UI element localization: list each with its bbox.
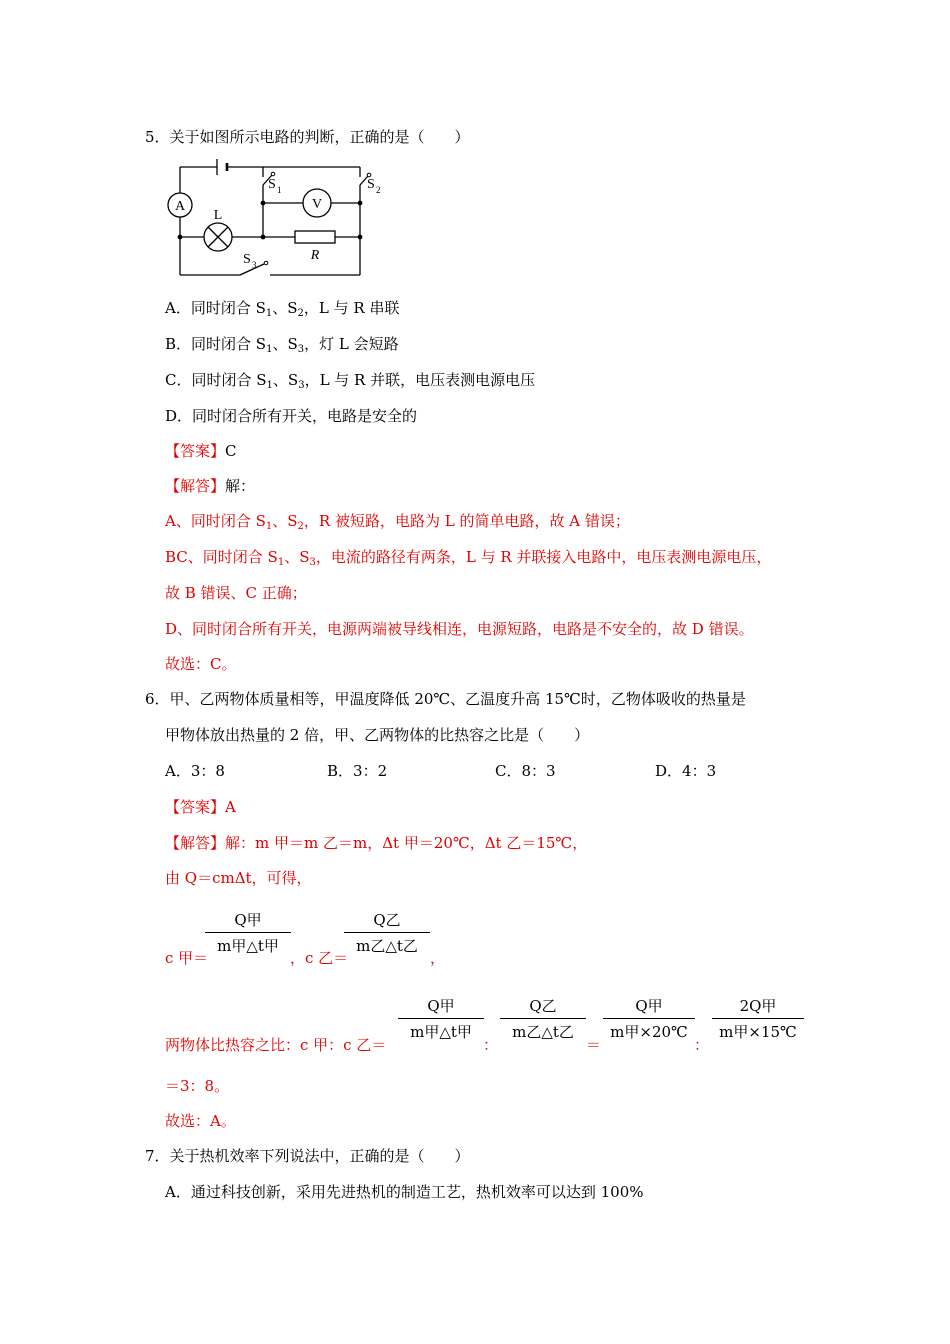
svg-text:A: A — [174, 199, 186, 214]
q5-explanation-1: A、同时闭合 $S_1$、$S_2$，R 被短路，电路为 L 的简单电路，故 A 错误； — [165, 512, 630, 532]
q5-answer: 【答案】C — [165, 442, 237, 460]
frac-numerator: Q乙 — [529, 997, 557, 1015]
q5-analysis-heading: 【解答】解： — [165, 477, 256, 495]
q5-option-c: C．同时闭合 $S_1$、$S_3$，L 与 R 并联，电压表测电源电压 — [165, 371, 536, 391]
q6-frac-ratio-3 — [603, 996, 695, 1042]
q7-stem: 7．关于热机效率下列说法中，正确的是（ ） — [145, 1147, 470, 1165]
svg-text:S: S — [243, 252, 251, 267]
frac-denominator: m乙△t乙 — [512, 1023, 574, 1041]
q6-analysis-line1: 【解答】解：m 甲＝m 乙＝m，Δt 甲＝20℃，Δt 乙＝15℃， — [165, 834, 588, 852]
q6-option-d: D．4：3 — [655, 762, 717, 780]
q6-option-c: C．8：3 — [495, 762, 556, 780]
frac-numerator: 2Q甲 — [739, 997, 777, 1015]
svg-text:V: V — [311, 197, 323, 212]
q5-choose: 故选：C。 — [165, 655, 237, 673]
q6-choose: 故选：A。 — [165, 1112, 236, 1130]
svg-text:1: 1 — [277, 185, 282, 195]
q6-colon-1: ： — [483, 1036, 499, 1054]
q6-c-jia-lhs: c 甲＝ — [165, 949, 209, 967]
q6-stem-line1: 6．甲、乙两物体质量相等，甲温度降低 20℃、乙温度升高 15℃时，乙物体吸收的热量是 — [145, 690, 746, 708]
resistor-symbol — [295, 231, 335, 243]
q5-option-d: D．同时闭合所有开关，电路是安全的 — [165, 407, 418, 425]
frac-numerator: Q乙 — [373, 911, 401, 929]
q6-equals: ＝ — [586, 1036, 602, 1054]
svg-text:R: R — [310, 248, 320, 263]
q6-frac-ratio-4 — [712, 996, 804, 1042]
q6-frac-c-jia — [205, 910, 291, 956]
q6-c-yi-lhs: ，c 乙＝ — [290, 949, 349, 967]
q7-option-a: A．通过科技创新，采用先进热机的制造工艺，热机效率可以达到 100% — [165, 1183, 644, 1201]
frac-numerator: Q甲 — [234, 911, 262, 929]
q6-comma: ， — [430, 949, 446, 967]
q6-frac-ratio-2 — [500, 996, 586, 1042]
svg-text:S: S — [268, 177, 276, 192]
q6-frac-c-yi — [344, 910, 430, 956]
q5-option-a: A．同时闭合 $S_1$、$S_2$，L 与 R 串联 — [165, 299, 400, 319]
frac-denominator: m乙△t乙 — [356, 937, 418, 955]
q6-answer: 【答案】A — [165, 798, 236, 816]
q5-explanation-3: 故 B 错误、C 正确； — [165, 584, 307, 602]
frac-numerator: Q甲 — [427, 997, 455, 1015]
q6-result: ＝3：8。 — [165, 1077, 230, 1095]
frac-denominator: m甲×15℃ — [719, 1023, 797, 1041]
svg-text:S: S — [367, 177, 375, 192]
q6-colon-2: ： — [694, 1036, 710, 1054]
q6-frac-ratio-1 — [398, 996, 484, 1042]
q5-explanation-4: D、同时闭合所有开关，电源两端被导线相连，电源短路，电路是不安全的，故 D 错误。 — [165, 620, 754, 638]
circuit-diagram — [160, 155, 381, 280]
q6-stem-line2: 甲物体放出热量的 2 倍，甲、乙两物体的比热容之比是（ ） — [165, 726, 590, 744]
q5-option-b: B．同时闭合 $S_1$、$S_3$，灯 L 会短路 — [165, 335, 399, 355]
frac-numerator: Q甲 — [635, 997, 663, 1015]
q5-stem: 5．关于如图所示电路的判断，正确的是（ ） — [145, 128, 470, 146]
q6-analysis-line2: 由 Q＝cmΔt，可得， — [165, 869, 312, 887]
q5-explanation-2: BC、同时闭合 $S_1$、$S_3$，电流的路径有两条，L 与 R 并联接入电路中，电压表测电源电压， — [165, 548, 772, 568]
svg-text:3: 3 — [252, 260, 257, 270]
frac-denominator: m甲△t甲 — [217, 937, 279, 955]
svg-text:L: L — [213, 208, 223, 223]
frac-denominator: m甲△t甲 — [410, 1023, 472, 1041]
q6-option-a: A．3：8 — [165, 762, 225, 780]
frac-denominator: m甲×20℃ — [610, 1023, 688, 1041]
q6-option-b: B．3：2 — [327, 762, 388, 780]
q6-ratio-lhs: 两物体比热容之比：c 甲：c 乙＝ — [165, 1036, 387, 1054]
svg-text:2: 2 — [376, 185, 381, 195]
